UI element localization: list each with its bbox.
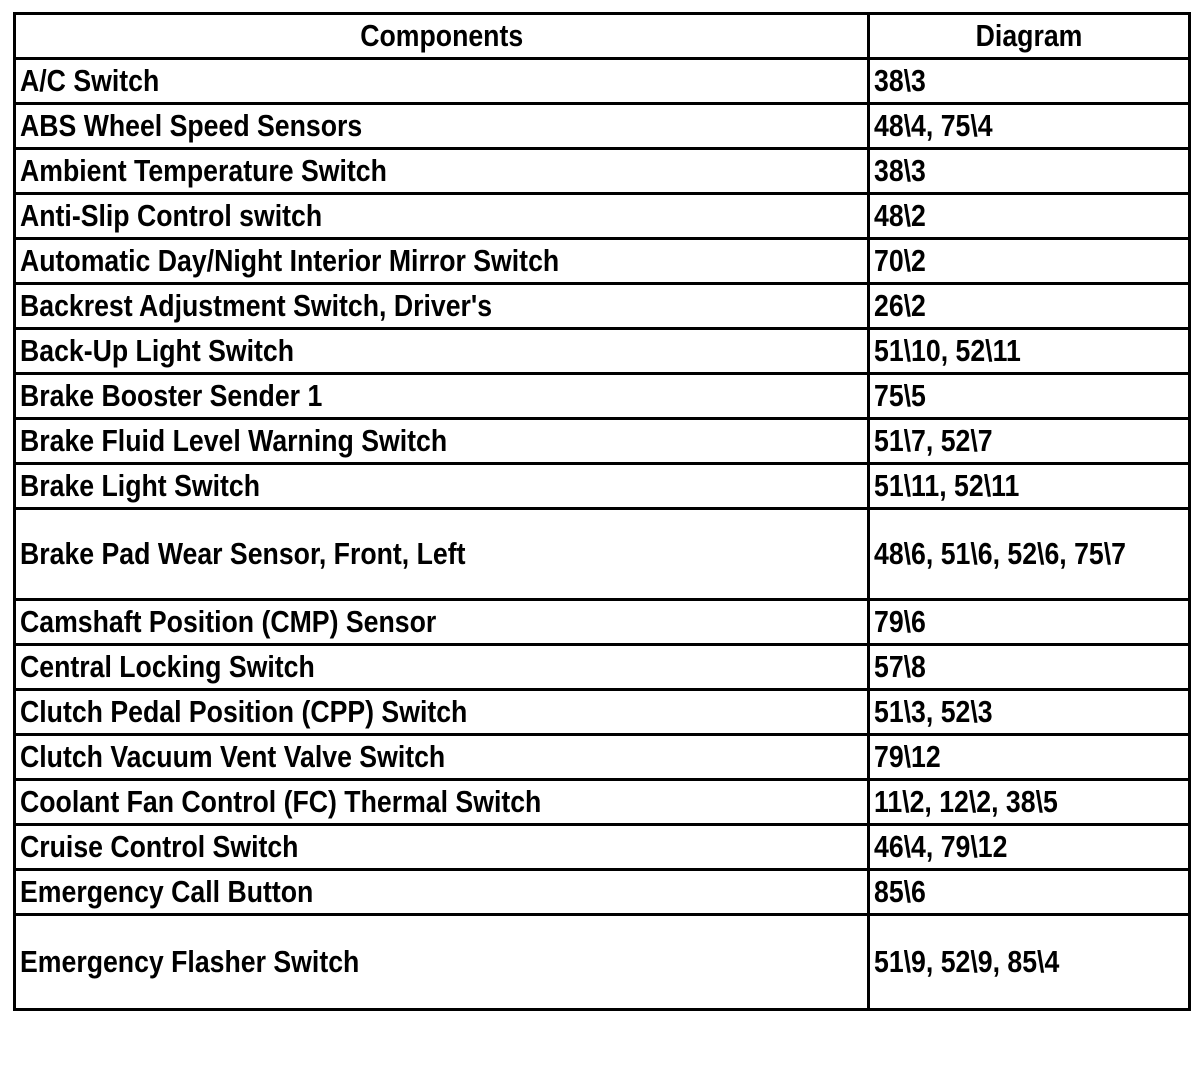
diagram-cell: 51\9, 52\9, 85\4 [869, 915, 1190, 1010]
diagram-cell: 48\2 [869, 194, 1190, 239]
component-cell: Brake Light Switch [15, 464, 869, 509]
table-row [15, 374, 1190, 419]
diagram-cell: 46\4, 79\12 [869, 825, 1190, 870]
components-diagram-table [13, 12, 1191, 1011]
table-row [15, 464, 1190, 509]
table-row [15, 419, 1190, 464]
component-cell: Emergency Flasher Switch [15, 915, 869, 1010]
component-cell: Back-Up Light Switch [15, 329, 869, 374]
component-cell: Anti-Slip Control switch [15, 194, 869, 239]
component-cell: Ambient Temperature Switch [15, 149, 869, 194]
diagram-cell: 79\6 [869, 600, 1190, 645]
diagram-cell: 51\11, 52\11 [869, 464, 1190, 509]
table-row [15, 825, 1190, 870]
diagram-cell: 85\6 [869, 870, 1190, 915]
table-row [15, 780, 1190, 825]
table-row [15, 690, 1190, 735]
diagram-column-header: Diagram [869, 14, 1190, 59]
component-cell: ABS Wheel Speed Sensors [15, 104, 869, 149]
table-row [15, 104, 1190, 149]
diagram-cell: 48\6, 51\6, 52\6, 75\7 [869, 509, 1190, 600]
diagram-cell: 38\3 [869, 59, 1190, 104]
component-cell: Clutch Vacuum Vent Valve Switch [15, 735, 869, 780]
component-cell: Clutch Pedal Position (CPP) Switch [15, 690, 869, 735]
diagram-cell: 51\3, 52\3 [869, 690, 1190, 735]
table-row [15, 59, 1190, 104]
diagram-cell: 75\5 [869, 374, 1190, 419]
diagram-cell: 57\8 [869, 645, 1190, 690]
component-cell: Brake Pad Wear Sensor, Front, Left [15, 509, 869, 600]
table-header-row [15, 14, 1190, 59]
table-row [15, 239, 1190, 284]
component-cell: Emergency Call Button [15, 870, 869, 915]
diagram-cell: 48\4, 75\4 [869, 104, 1190, 149]
components-column-header: Components [15, 14, 869, 59]
table-row [15, 600, 1190, 645]
table-row [15, 645, 1190, 690]
table-row [15, 915, 1190, 1010]
component-cell: Coolant Fan Control (FC) Thermal Switch [15, 780, 869, 825]
table-row [15, 194, 1190, 239]
component-cell: Automatic Day/Night Interior Mirror Switch [15, 239, 869, 284]
component-cell: Camshaft Position (CMP) Sensor [15, 600, 869, 645]
table-row [15, 284, 1190, 329]
diagram-cell: 51\10, 52\11 [869, 329, 1190, 374]
diagram-cell: 11\2, 12\2, 38\5 [869, 780, 1190, 825]
component-cell: Central Locking Switch [15, 645, 869, 690]
table-row [15, 735, 1190, 780]
component-cell: Brake Booster Sender 1 [15, 374, 869, 419]
component-cell: Backrest Adjustment Switch, Driver's [15, 284, 869, 329]
diagram-cell: 51\7, 52\7 [869, 419, 1190, 464]
table-row [15, 149, 1190, 194]
component-cell: A/C Switch [15, 59, 869, 104]
table-row [15, 509, 1190, 600]
component-cell: Cruise Control Switch [15, 825, 869, 870]
table-row [15, 329, 1190, 374]
diagram-cell: 70\2 [869, 239, 1190, 284]
diagram-cell: 38\3 [869, 149, 1190, 194]
diagram-cell: 79\12 [869, 735, 1190, 780]
component-cell: Brake Fluid Level Warning Switch [15, 419, 869, 464]
table-row [15, 870, 1190, 915]
components-table-container [13, 12, 1188, 1011]
diagram-cell: 26\2 [869, 284, 1190, 329]
